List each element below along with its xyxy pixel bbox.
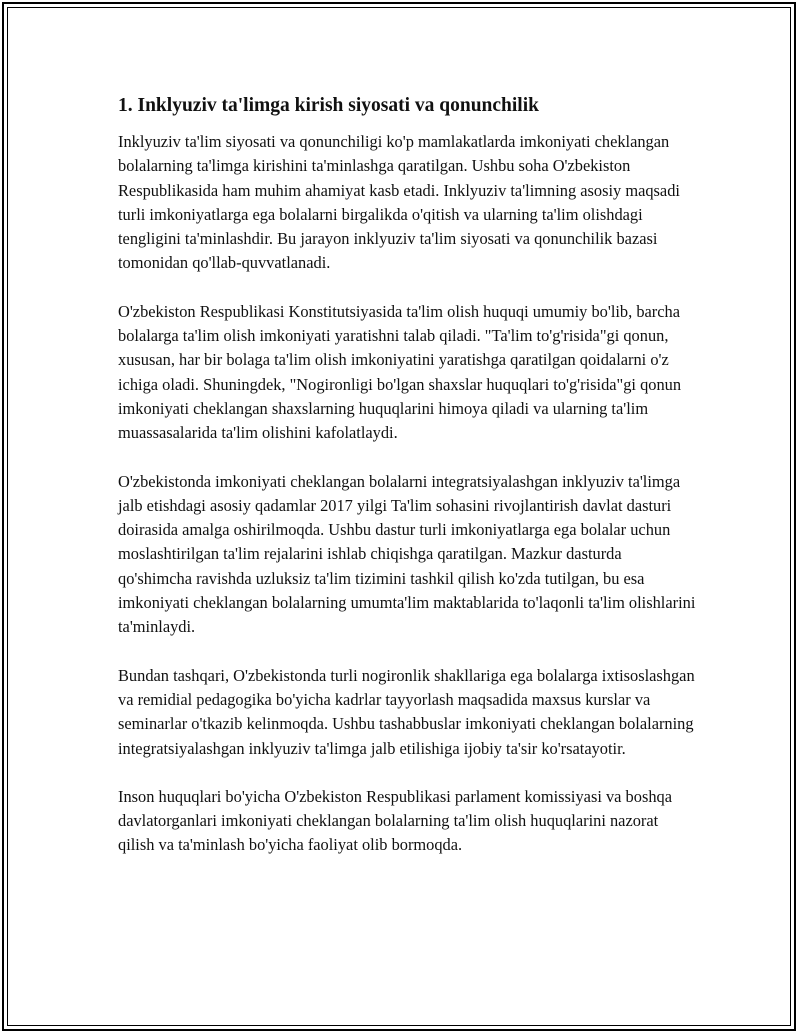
paragraph-5: Inson huquqlari bo'yicha O'zbekiston Respublikasi parlament komissiyasi va boshqa davlatorganlari imkoniyati cheklangan bolalarning ta'lim olish huquqlarini nazorat qilish va ta'minlash bo'yicha faoliyat olib bormoqda. [118, 786, 672, 855]
paragraph-2: O'zbekiston Respublikasi Konstitutsiyasida ta'lim olish huquqi umumiy bo'lib, barcha bolalarga ta'lim olish imkoniyati yaratishni talab qiladi. "Ta'lim to'g'risida"gi qonun, xususan, har bir bolaga ta'lim olish imkoniyatini yaratishga qaratilgan qoidalarni o'z ichiga oladi. Shuningdek, "Nogironligi bo'lgan shaxslar huquqlari to'g'risida"gi qonun imkoniyati cheklangan shaxslarning huquqlarini himoya qiladi va ularning ta'lim muassasalarida ta'lim olishini kafolatlaydi. [118, 301, 682, 443]
paragraph-1: Inklyuziv ta'lim siyosati va qonunchiligi ko'p mamlakatlarda imkoniyati cheklangan bolalarning ta'limga kirishini ta'minlashga qaratilgan. Ushbu soha O'zbekiston Respublikasida ham muhim ahamiyat kasb etadi. Inklyuziv ta'limning asosiy maqsadi turli imkoniyatlarga ega bolalarni birgalikda o'qitish va ularning ta'lim olishdagi tengligini ta'minlashdir. Bu jarayon inklyuziv ta'lim siyosati va qonunchilik bazasi tomonidan qo'llab-quvvatlanadi. [118, 132, 680, 273]
document-body [118, 92, 698, 882]
paragraph-4: Bundan tashqari, O'zbekistonda turli nogironlik shakllariga ega bolalarga ixtisoslashgan va remidial pedagogika bo'yicha kadrlar tayyorlash maqsadida maxsus kurslar va seminarlar o'tkazib kelinmoqda. Ushbu tashabbuslar imkoniyati cheklangan bolalarning integratsiyalashgan inklyuziv ta'limga jalb etilishiga ijobiy ta'sir ko'rsatayotir. [118, 665, 695, 758]
section-heading: 1. Inklyuziv ta'limga kirish siyosati va qonunchilik [118, 95, 539, 116]
paragraph-3: O'zbekistonda imkoniyati cheklangan bolalarni integratsiyalashgan inklyuziv ta'limga jalb etishdagi asosiy qadamlar 2017 yilgi Ta'lim sohasini rivojlantirish davlat dasturi doirasida amalga oshirilmoqda. Ushbu dastur turli imkoniyatlarga ega bolalar uchun moslashtirilgan ta'lim rejalarini ishlab chiqishga qaratilgan. Mazkur dasturda qo'shimcha ravishda uzluksiz ta'lim tizimini tashkil qilish ko'zda tutilgan, bu esa imkoniyati cheklangan bolalarning umumta'lim maktablarida to'laqonli ta'lim olishlarini ta'minlaydi. [118, 471, 696, 637]
